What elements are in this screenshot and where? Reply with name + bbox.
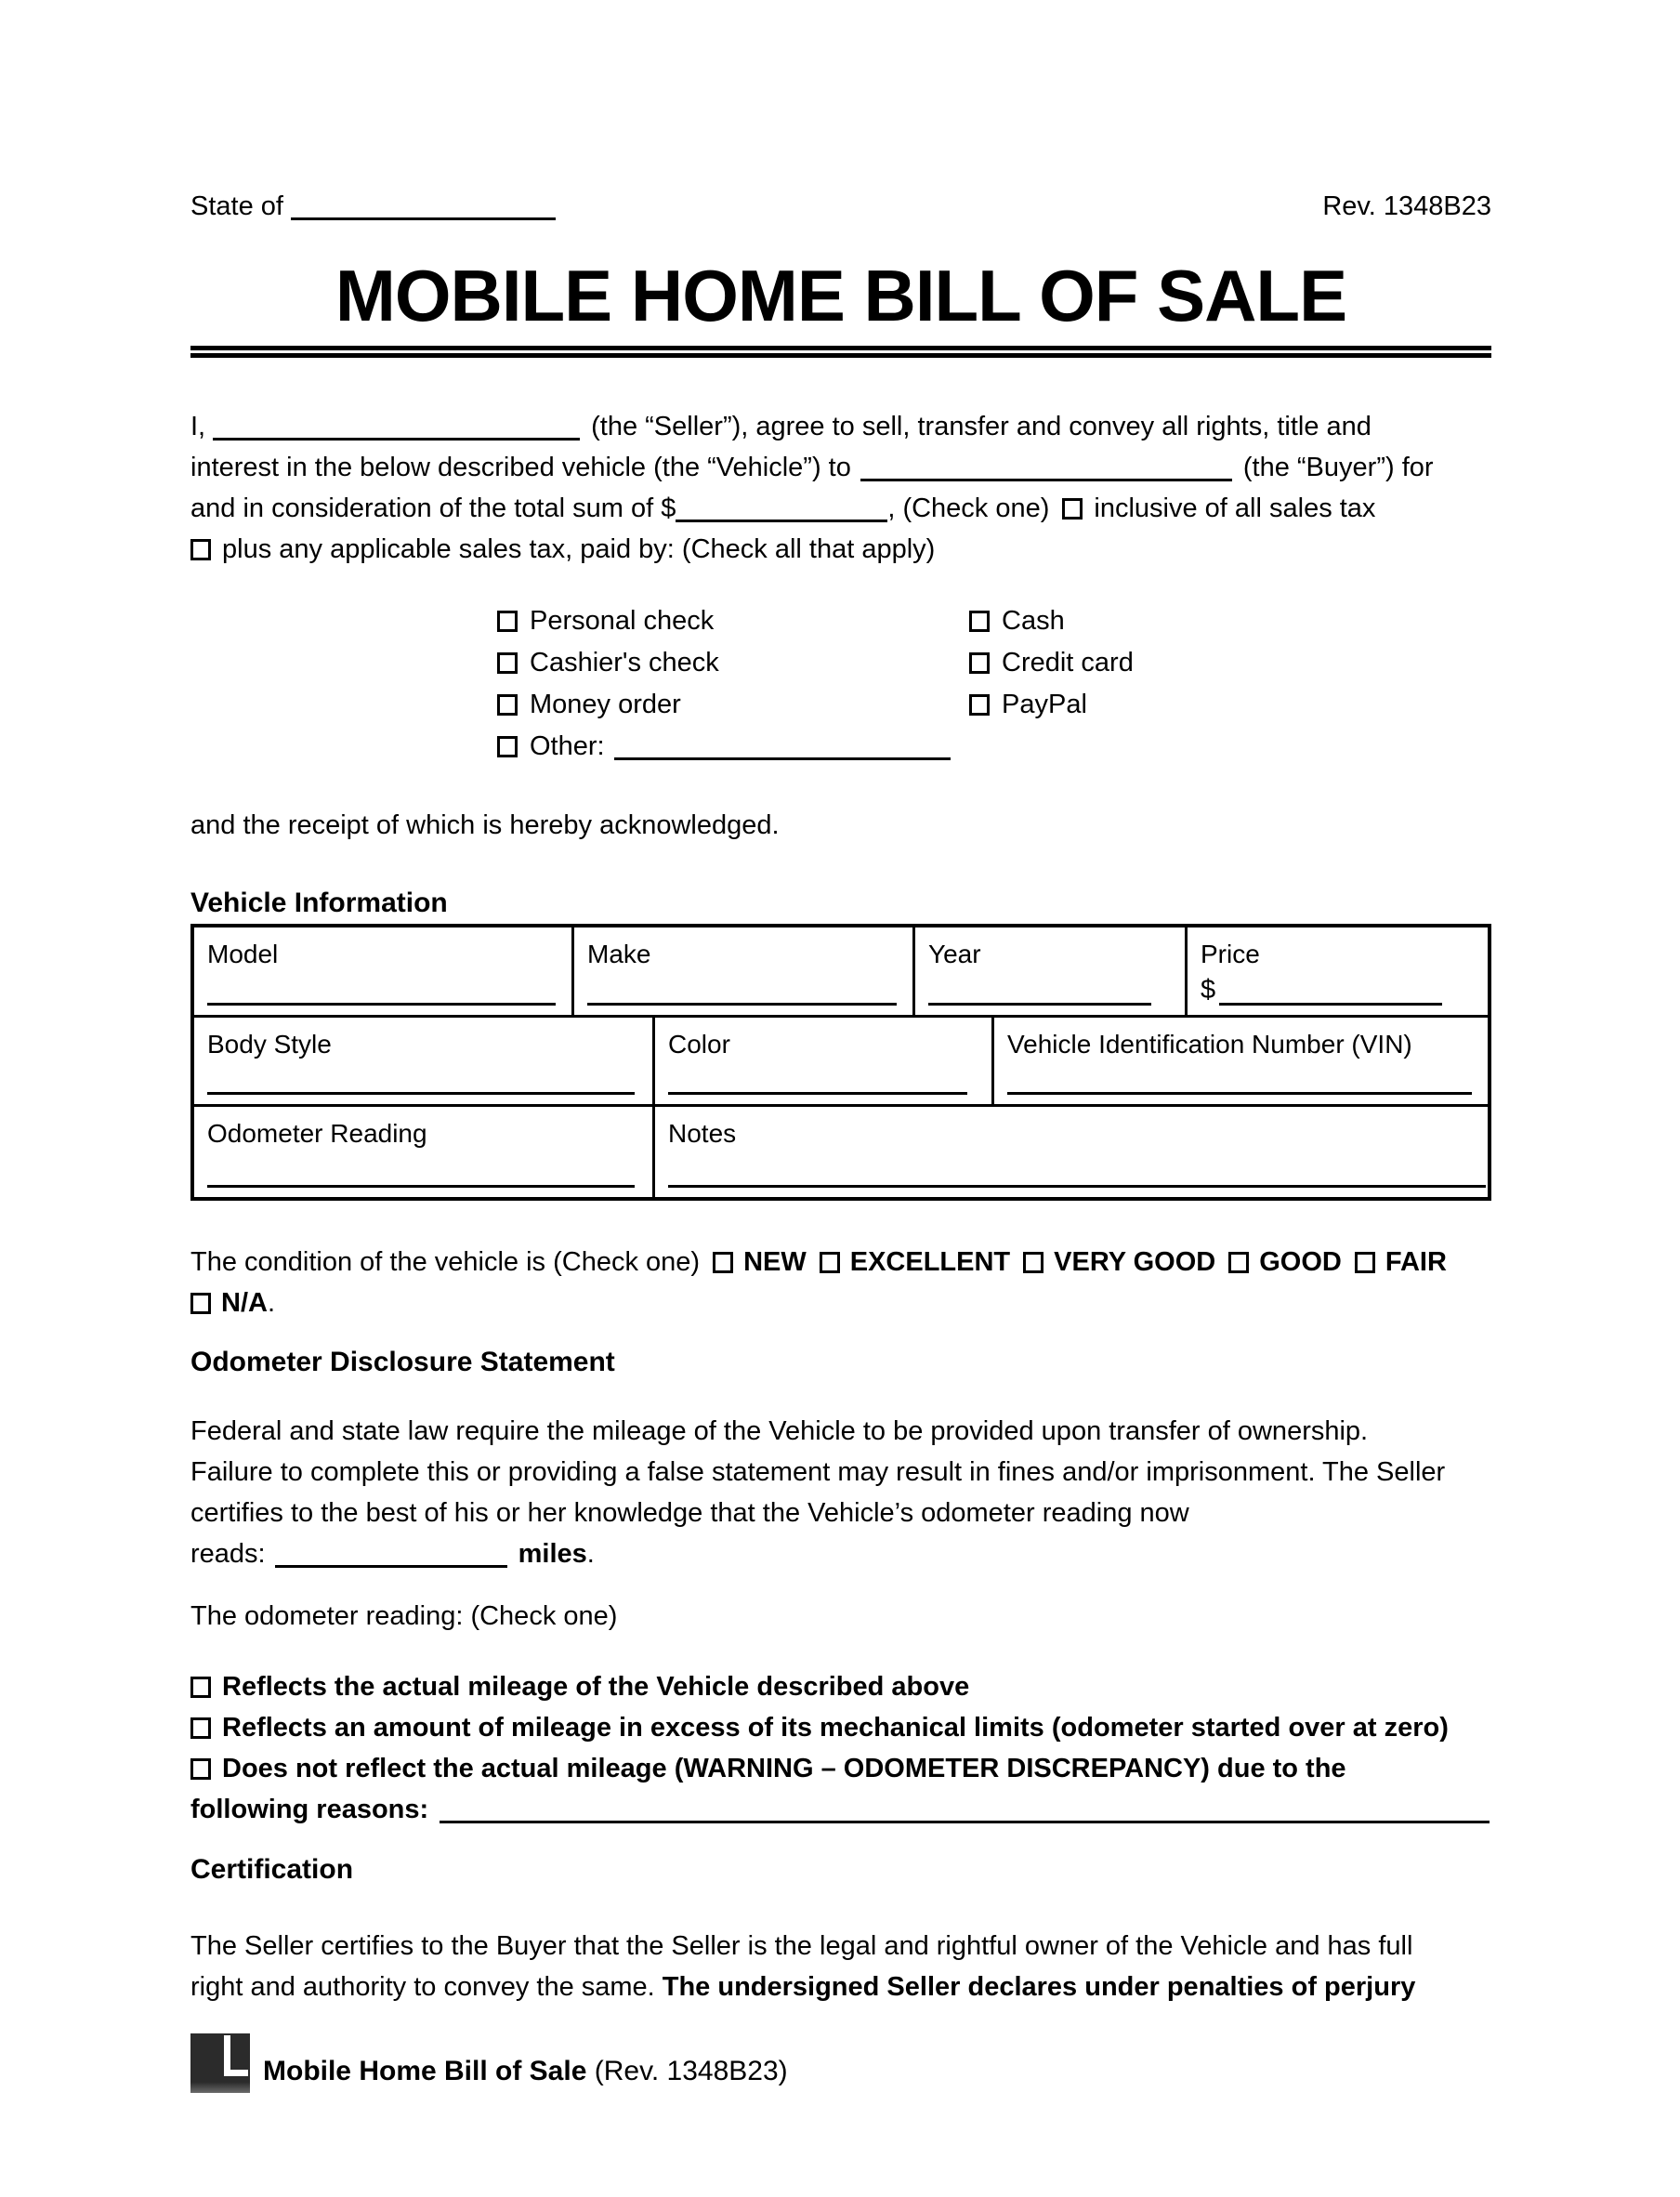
payment-row <box>969 600 1134 642</box>
color-label: Color <box>668 1030 730 1059</box>
year-blank[interactable] <box>928 998 1151 1006</box>
discrepancy-checkbox[interactable] <box>190 1758 211 1780</box>
line2-text: interest in the below described vehicle (the “Vehicle”) to <box>190 453 851 482</box>
discrepancy-label: Does not reflect the actual mileage (WARNING – ODOMETER DISCREPANCY) due to the <box>222 1754 1346 1783</box>
payment-row <box>497 642 969 684</box>
paypal-checkbox[interactable] <box>969 694 990 716</box>
vin-cell <box>994 1018 1488 1104</box>
miles-period: . <box>586 1539 595 1569</box>
revision-label: Rev. 1348B23 <box>1322 191 1491 221</box>
certification-line-2 <box>190 1967 1491 2007</box>
condition-fair-label: FAIR <box>1385 1247 1447 1277</box>
condition-excellent-label: EXCELLENT <box>849 1247 1011 1277</box>
payment-row <box>497 684 969 726</box>
state-of-label: State of <box>190 191 283 221</box>
other-method-blank[interactable] <box>614 732 951 760</box>
money-order-label: Money order <box>530 690 681 719</box>
odometer-para-line-1: Federal and state law require the mileage of the Vehicle to be provided upon transfer of ownership. <box>190 1416 1369 1446</box>
notes-label: Notes <box>668 1119 737 1148</box>
sale-amount-blank[interactable] <box>676 494 887 522</box>
payment-methods <box>190 600 1491 768</box>
odometer-check-line: The odometer reading: (Check one) <box>190 1601 618 1631</box>
make-blank[interactable] <box>587 998 897 1006</box>
buyer-name-blank[interactable] <box>860 454 1232 481</box>
cashiers-check-checkbox[interactable] <box>497 652 518 674</box>
year-label: Year <box>928 940 981 968</box>
certification-line-1: The Seller certifies to the Buyer that the Seller is the legal and rightful owner of the Vehicle and has full <box>190 1931 1413 1961</box>
payment-row <box>497 600 969 642</box>
payment-column-right <box>969 600 1134 768</box>
title-divider <box>190 346 1491 358</box>
body-style-blank[interactable] <box>207 1087 635 1095</box>
certification-line2-regular: right and authority to convey the same. <box>190 1972 655 2002</box>
following-reasons-label: following reasons: <box>190 1795 429 1824</box>
footer-rev-label: (Rev. 1348B23) <box>594 2056 788 2086</box>
odometer-label: Odometer Reading <box>207 1119 427 1148</box>
vin-label: Vehicle Identification Number (VIN) <box>1007 1030 1412 1059</box>
inclusive-tax-checkbox[interactable] <box>1062 498 1083 520</box>
certification-paragraph <box>190 1926 1491 2007</box>
condition-line-1 <box>190 1242 1491 1283</box>
table-row <box>194 1018 1488 1107</box>
condition-new-label: NEW <box>743 1247 807 1277</box>
vehicle-info-table <box>190 924 1491 1201</box>
condition-very-good-checkbox[interactable] <box>1023 1252 1043 1273</box>
condition-line-2 <box>190 1283 1491 1323</box>
color-blank[interactable] <box>668 1087 967 1095</box>
price-blank[interactable] <box>1219 998 1442 1006</box>
condition-new-checkbox[interactable] <box>713 1252 733 1273</box>
footer-text <box>263 2056 788 2087</box>
i-label: I, <box>190 412 206 441</box>
receipt-acknowledgement: and the receipt of which is hereby acknowledged. <box>190 810 780 840</box>
condition-fair-checkbox[interactable] <box>1355 1252 1375 1273</box>
odometer-cell <box>194 1107 655 1197</box>
legal-templates-logo-icon <box>190 2033 250 2093</box>
line3-text: and in consideration of the total sum of $ <box>190 493 676 523</box>
condition-statement <box>190 1242 1491 1323</box>
excess-mileage-label: Reflects an amount of mileage in excess of its mechanical limits (odometer started over at zero) <box>222 1713 1449 1743</box>
condition-prefix: The condition of the vehicle is (Check one) <box>190 1247 701 1277</box>
odometer-paragraph <box>190 1411 1491 1574</box>
odometer-para-line-2: Failure to complete this or providing a false statement may result in fines and/or imprisonment. The Seller <box>190 1457 1446 1487</box>
body-style-label: Body Style <box>207 1030 332 1059</box>
page-footer <box>190 2033 1491 2093</box>
actual-mileage-checkbox[interactable] <box>190 1677 211 1698</box>
condition-na-checkbox[interactable] <box>190 1293 211 1314</box>
odometer-option-row <box>190 1666 1491 1707</box>
odometer-option-row <box>190 1748 1491 1789</box>
seller-suffix-text: (the “Seller”), agree to sell, transfer and convey all rights, title and <box>591 412 1372 441</box>
intro-line-1 <box>190 406 1491 447</box>
body-style-cell <box>194 1018 655 1104</box>
odometer-reading-blank[interactable] <box>275 1540 507 1568</box>
price-cell <box>1188 927 1488 1015</box>
model-cell <box>194 927 574 1015</box>
intro-line-4 <box>190 529 1491 570</box>
make-label: Make <box>587 940 651 968</box>
reads-label: reads: <box>190 1539 266 1569</box>
discrepancy-reasons-blank[interactable] <box>440 1796 1490 1823</box>
vin-blank[interactable] <box>1007 1087 1472 1095</box>
model-label: Model <box>207 940 279 968</box>
paypal-label: PayPal <box>1002 690 1087 719</box>
odometer-option-row <box>190 1707 1491 1748</box>
table-row <box>194 1107 1488 1197</box>
condition-suffix: . <box>267 1288 276 1318</box>
make-cell <box>574 927 915 1015</box>
condition-excellent-checkbox[interactable] <box>820 1252 840 1273</box>
odometer-reads-line <box>190 1533 1491 1574</box>
page-content <box>190 0 1491 2093</box>
plus-tax-checkbox[interactable] <box>190 539 211 560</box>
other-checkbox[interactable] <box>497 736 518 757</box>
payment-row <box>497 726 969 768</box>
table-row <box>194 927 1488 1018</box>
price-label: Price <box>1201 940 1260 968</box>
excess-mileage-checkbox[interactable] <box>190 1717 211 1739</box>
actual-mileage-label: Reflects the actual mileage of the Vehicle described above <box>222 1672 970 1702</box>
intro-line-3 <box>190 488 1491 529</box>
cashiers-check-label: Cashier's check <box>530 648 719 678</box>
credit-card-label: Credit card <box>1002 648 1134 678</box>
odometer-options <box>190 1666 1491 1830</box>
notes-blank[interactable] <box>668 1180 1486 1188</box>
year-cell <box>915 927 1188 1015</box>
footer-doc-title: Mobile Home Bill of Sale <box>263 2056 587 2086</box>
inclusive-tax-label: inclusive of all sales tax <box>1094 493 1376 523</box>
intro-line-2 <box>190 447 1491 488</box>
price-entry <box>1201 975 1475 1006</box>
header <box>190 186 1491 227</box>
payment-row <box>969 684 1134 726</box>
money-order-checkbox[interactable] <box>497 694 518 716</box>
odometer-para-line-3: certifies to the best of his or her knowledge that the Vehicle’s odometer reading now <box>190 1498 1189 1528</box>
condition-na-label: N/A <box>221 1288 268 1318</box>
miles-label: miles <box>518 1539 587 1569</box>
personal-check-checkbox[interactable] <box>497 611 518 632</box>
model-blank[interactable] <box>207 998 556 1006</box>
condition-good-label: GOOD <box>1259 1247 1342 1277</box>
payment-column-left <box>497 600 969 768</box>
logo-l-mark-horizontal <box>224 2070 248 2076</box>
certification-heading: Certification <box>190 1854 354 1885</box>
condition-very-good-label: VERY GOOD <box>1054 1247 1216 1277</box>
payment-row <box>969 642 1134 684</box>
condition-good-checkbox[interactable] <box>1228 1252 1249 1273</box>
cash-label: Cash <box>1002 606 1065 636</box>
intro-paragraph <box>190 406 1491 570</box>
notes-cell <box>655 1107 1499 1197</box>
vehicle-info-heading: Vehicle Information <box>190 888 448 918</box>
other-label: Other: <box>530 731 605 761</box>
odometer-blank[interactable] <box>207 1180 635 1188</box>
plus-tax-label: plus any applicable sales tax, paid by: (Check all that apply) <box>222 534 936 564</box>
buyer-suffix-text: (the “Buyer”) for <box>1242 453 1434 482</box>
credit-card-checkbox[interactable] <box>969 652 990 674</box>
seller-name-blank[interactable] <box>213 413 580 441</box>
color-cell <box>655 1018 994 1104</box>
cash-checkbox[interactable] <box>969 611 990 632</box>
odometer-disclosure-heading: Odometer Disclosure Statement <box>190 1347 615 1377</box>
dollar-sign: $ <box>1201 975 1216 1005</box>
personal-check-label: Personal check <box>530 606 715 636</box>
state-name-blank[interactable] <box>291 192 556 220</box>
odometer-option-wrap-row <box>190 1789 1491 1830</box>
line3-mid-text: , (Check one) <box>887 493 1050 523</box>
certification-line2-bold: The undersigned Seller declares under penalties of perjury <box>662 1972 1416 2002</box>
state-of-line <box>190 186 556 227</box>
page-title: MOBILE HOME BILL OF SALE <box>335 255 1347 336</box>
